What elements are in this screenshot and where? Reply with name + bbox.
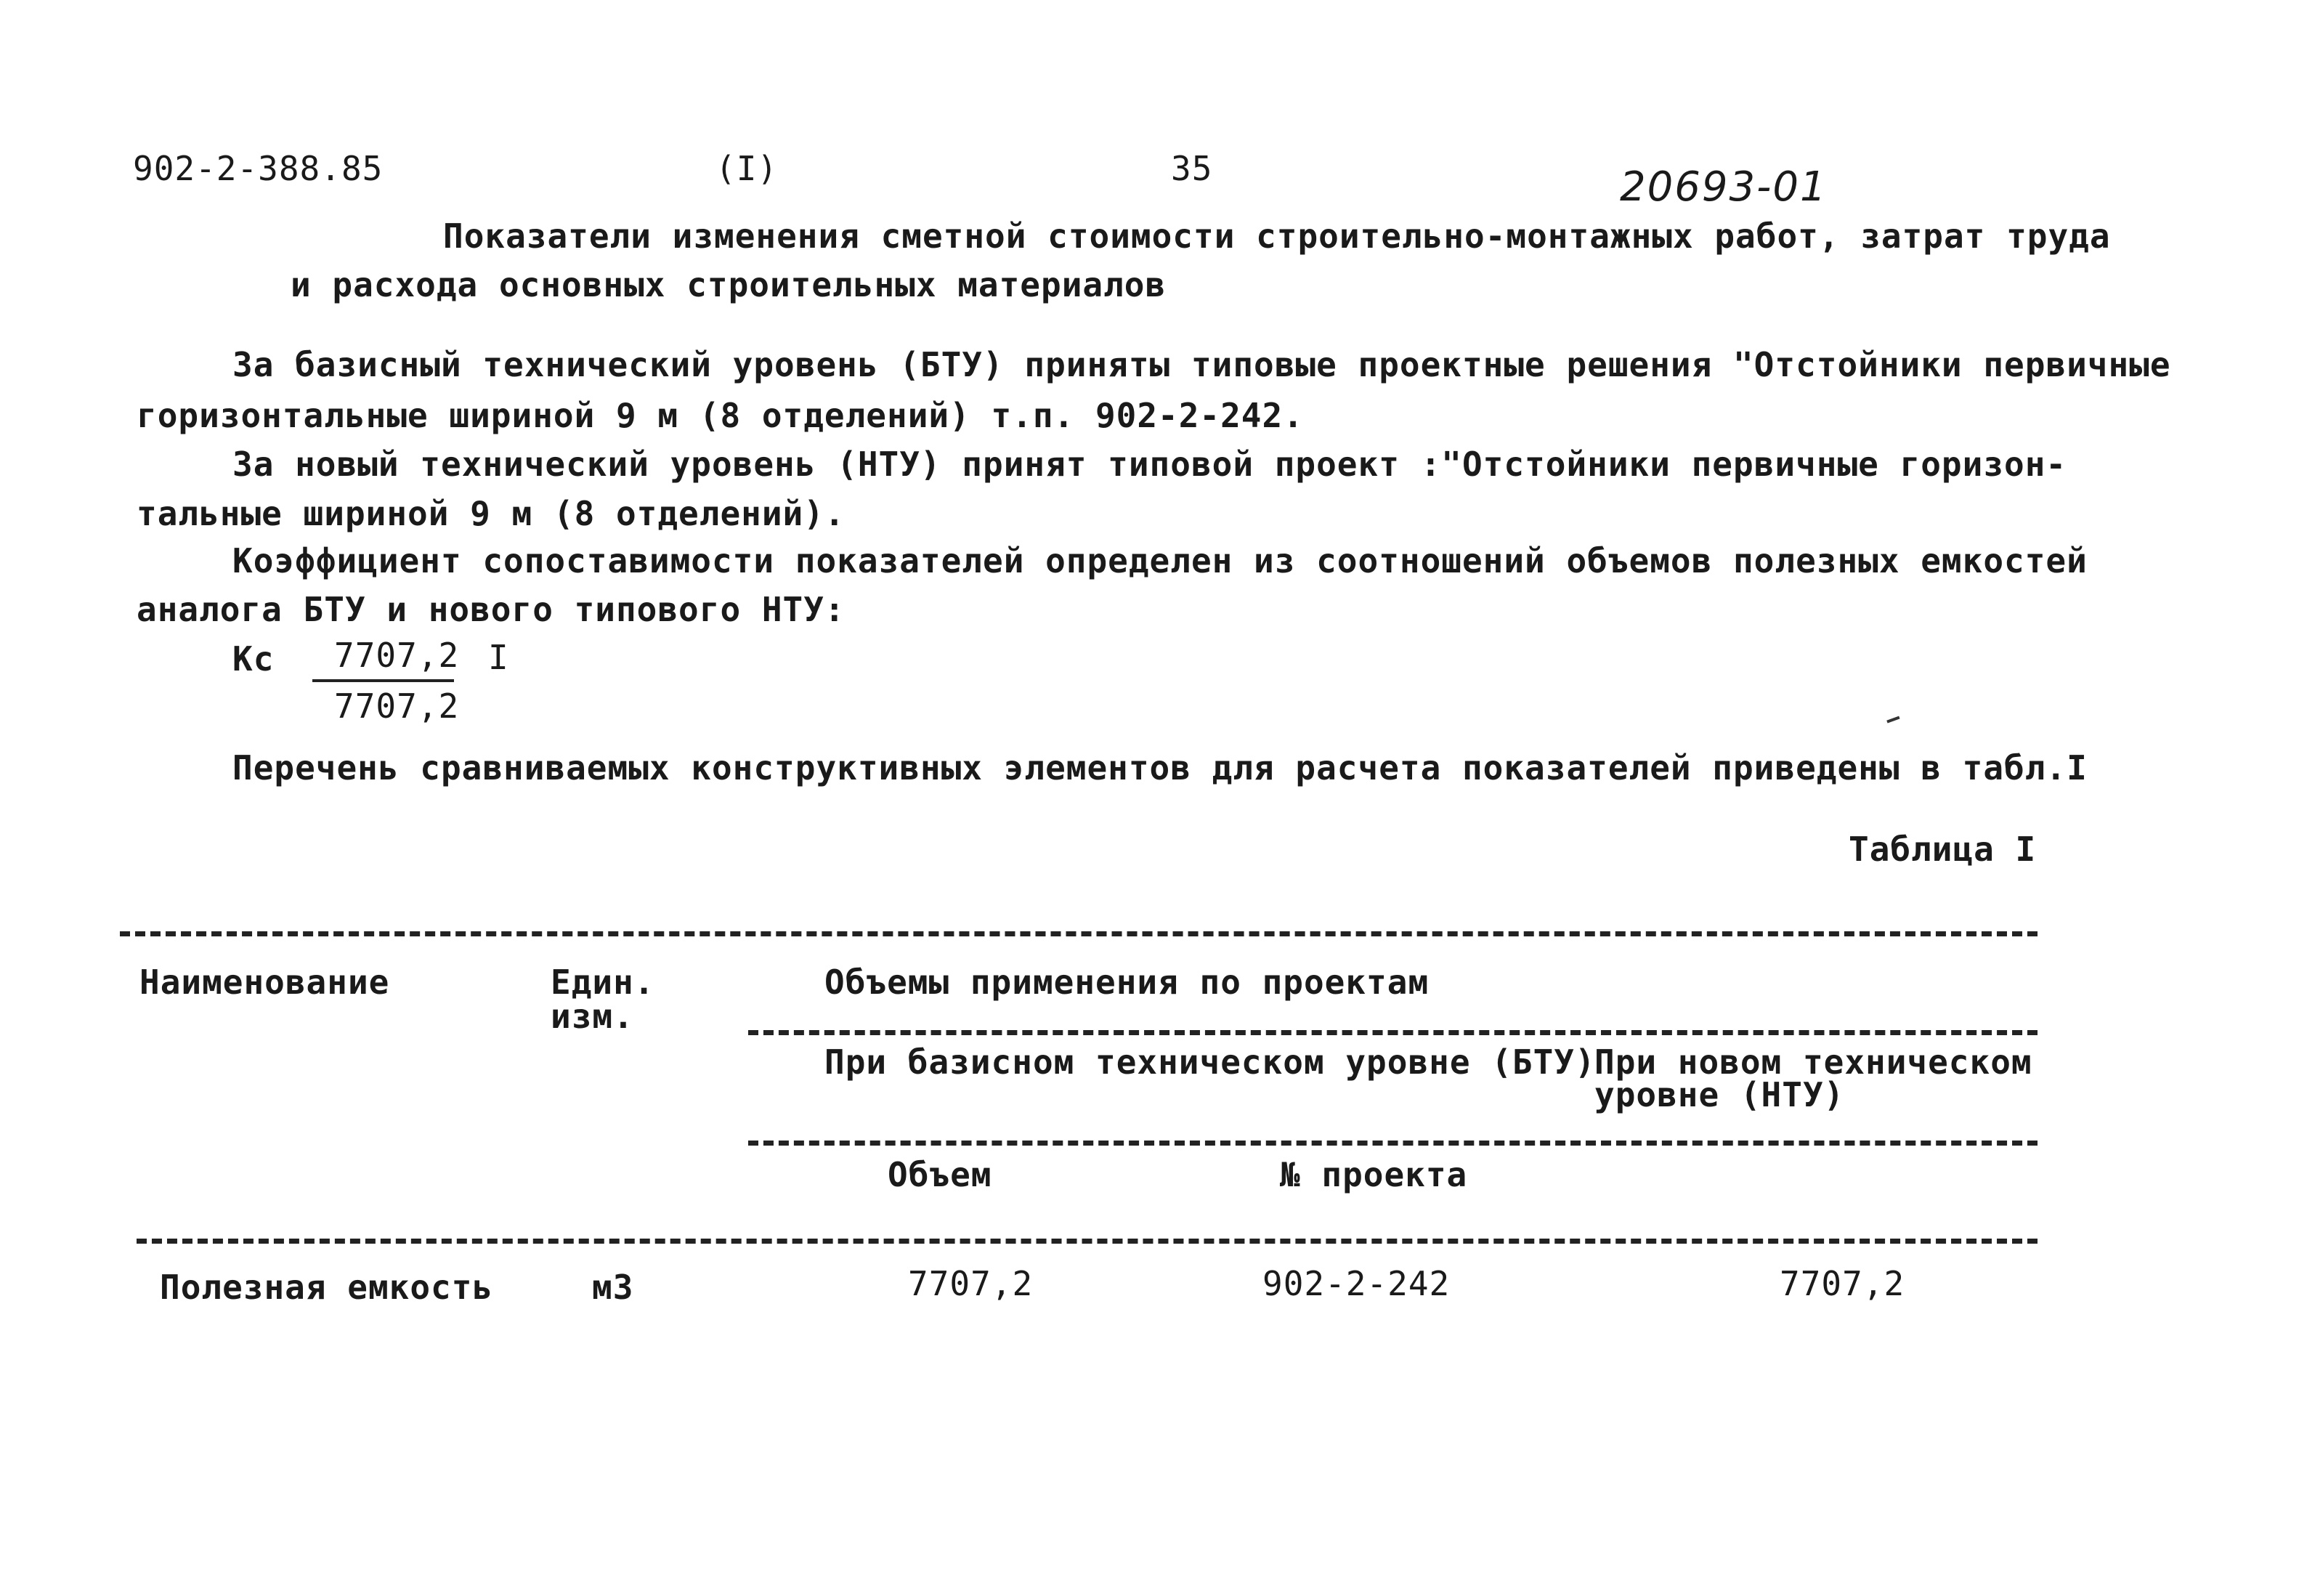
header-ntu-line-2: уровне (НТУ) <box>1594 1075 1845 1114</box>
row-name: Полезная емкость <box>160 1268 494 1307</box>
paragraph-1-line-1: За базисный технический уровень (БТУ) приняты типовые проектные решения "Отстойники первичные <box>232 345 2171 384</box>
paragraph-4: Перечень сравниваемых конструктивных элементов для расчета показателей приведены в табл.I <box>232 748 2088 787</box>
header-unit-line-1: Един. <box>551 963 655 1002</box>
title-line-2: и расхода основных строительных материалов <box>291 265 1167 304</box>
header-name: Наименование <box>139 963 390 1002</box>
paragraph-3-line-1: Коэффициент сопоставимости показателей определен из соотношений объемов полезных емкостей <box>232 541 2088 580</box>
header-rule-1 <box>748 1030 2038 1035</box>
table-top-rule <box>120 931 2038 936</box>
fraction-line <box>312 679 454 682</box>
row-ntu-volume: 7707,2 <box>1780 1264 1905 1303</box>
row-unit: м3 <box>592 1268 634 1307</box>
formula-label: Кс <box>232 639 275 678</box>
stray-mark <box>1883 706 1899 723</box>
formula-numerator: 7707,2 <box>334 636 460 675</box>
row-btu-volume: 7707,2 <box>908 1264 1034 1303</box>
paragraph-2-line-1: За новый технический уровень (НТУ) принят типовой проект :"Отстойники первичные горизон- <box>232 445 2067 484</box>
paragraph-3-line-2: аналога БТУ и нового типового НТУ: <box>137 590 846 629</box>
row-btu-project: 902-2-242 <box>1262 1264 1451 1303</box>
header-bottom-rule <box>137 1239 2038 1244</box>
header-btu: При базисном техническом уровне (БТУ) <box>824 1042 1596 1082</box>
header-ntu-line-1: При новом техническом <box>1594 1042 2032 1082</box>
paragraph-2-line-2: тальные шириной 9 м (8 отделений). <box>137 494 846 533</box>
paragraph-1-line-2: горизонтальные шириной 9 м (8 отделений) т.п. 902-2-242. <box>137 396 1304 435</box>
doc-code: 902-2-388.85 <box>133 149 384 188</box>
part-number: (I) <box>715 149 779 188</box>
header-unit-line-2: изм. <box>551 997 634 1036</box>
formula-result: I <box>488 638 509 677</box>
formula-denominator: 7707,2 <box>334 686 460 726</box>
stamp-number: 20693-01 <box>1620 163 1828 211</box>
subheader-project: № проекта <box>1280 1155 1468 1194</box>
subheader-volume: Объем <box>888 1155 992 1194</box>
header-rule-2 <box>748 1141 2038 1146</box>
title-line-1: Показатели изменения сметной стоимости строительно-монтажных работ, затрат труда <box>443 216 2111 256</box>
header-volumes: Объемы применения по проектам <box>824 963 1430 1002</box>
page-number: 35 <box>1171 149 1213 188</box>
table-caption: Таблица I <box>1849 830 2037 869</box>
